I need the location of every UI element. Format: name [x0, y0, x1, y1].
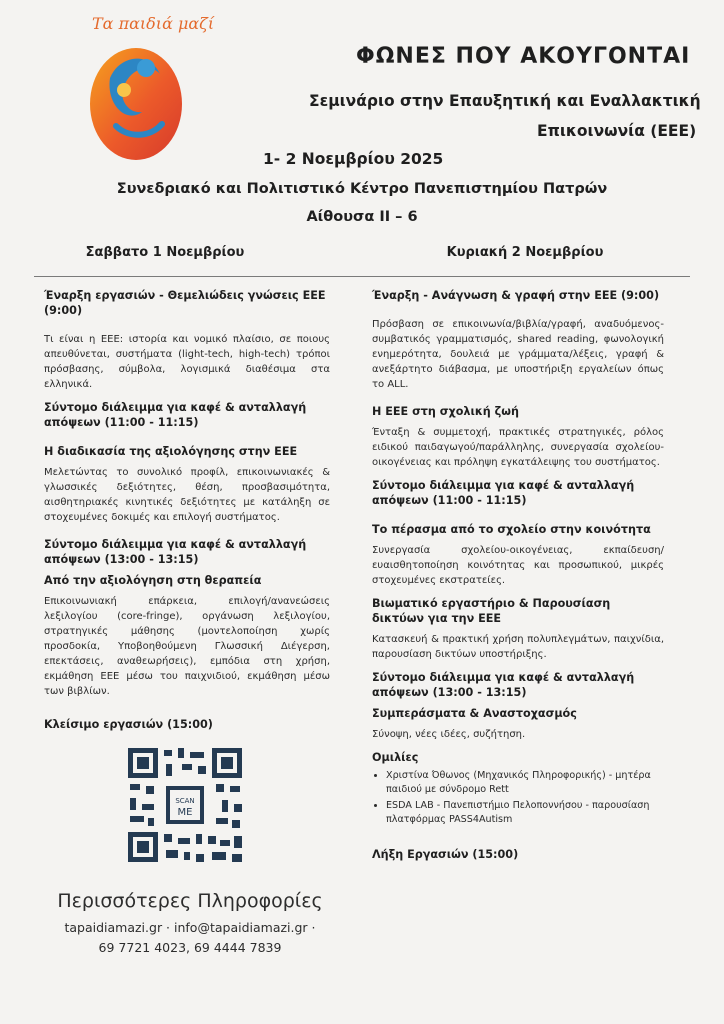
sunday-program — [372, 288, 664, 868]
qr-code[interactable] — [126, 746, 244, 864]
sun-school-text: Ένταξη & συμμετοχή, πρακτικές στρατηγικές, ρόλος ειδικού παιδαγωγού/παράλληλης, συνεργασία σχολείου-οικογένειας και πρόληψη εγκατάλειψης του συστήματος. — [372, 427, 664, 468]
talk-item: • ESDA LAB - Πανεπιστήμιο Πελοποννήσου - παρουσίαση πλατφόρμας PASS4Autism — [386, 799, 664, 827]
sun-talks-title: Ομιλίες — [372, 751, 419, 764]
saturday-heading: Σαββατο 1 Νοεμβρίου — [85, 245, 245, 260]
talk-item: • Χριστίνα Όθωνος (Μηχανικός Πληροφορικής) - μητέρα παιδιού με σύνδρομο Rett — [386, 769, 664, 797]
contact-line-2[interactable]: 69 7721 4023, 69 4444 7839 — [98, 940, 282, 955]
sun-workshop-title: Βιωματικό εργαστήριο & Παρουσίαση δικτύων για την ΕΕΕ — [372, 597, 611, 625]
sun-break-1: Σύντομο διάλειμμα για καφέ & ανταλλαγή απόψεων (11:00 - 11:15) — [372, 479, 635, 507]
sun-community-text: Συνεργασία σχολείου-οικογένειας, εκπαίδευση/ ευαισθητοποίηση κοινότητας και προσωπικού, μικρές στοχευμένες εκστρατείες. — [372, 545, 664, 586]
sat-break-2: Σύντομο διάλειμμα για καφέ & ανταλλαγή απόψεων (13:00 - 13:15) — [44, 538, 307, 566]
contact-line-1[interactable]: tapaidiamazi.gr · info@tapaidiamazi.gr · — [64, 920, 316, 935]
sat-opening-text: Τι είναι η ΕΕΕ: ιστορία και νομικό πλαίσιο, σε ποιους απευθύνεται, συστήματα (light-tech, high-tech) τρόποι πρόσβασης, σύμβολα, λογισμικά διαθέσιμα στα ελληνικά. — [44, 334, 330, 390]
more-info-title: Περισσότερες Πληροφορίες — [57, 890, 323, 912]
sun-conclusions-title: Συμπεράσματα & Αναστοχασμός — [372, 707, 577, 720]
qr-me-label: ME — [177, 807, 193, 818]
sun-break-2: Σύντομο διάλειμμα για καφέ & ανταλλαγή απόψεων (13:00 - 13:15) — [372, 671, 635, 699]
sun-community-title: Το πέρασμα από το σχολείο στην κοινότητα — [372, 523, 651, 536]
sun-conclusions-text: Σύνοψη, νέες ιδέες, συζήτηση. — [372, 729, 526, 740]
sat-therapy-title: Από την αξιολόγηση στη θεραπεία — [44, 574, 262, 587]
logo-caption: Τα παιδιά μαζί — [92, 14, 215, 33]
sat-assessment-text: Μελετώντας το συνολικό προφίλ, επικοινωνιακές & γλωσσικές δεξιότητες, θέση, προσβασιμότητα, αισθητηριακές κινητικές δεξιότητες με κατάληξη σε στοχευμένες δοκιμές και επιλογή συστήματος. — [44, 467, 330, 523]
header-divider — [34, 276, 690, 277]
sat-closing: Κλείσιμο εργασιών (15:00) — [44, 718, 213, 731]
qr-scan-label: SCAN — [175, 797, 195, 805]
logo-image — [80, 34, 192, 162]
event-venue: Συνεδριακό και Πολιτιστικό Κέντρο Πανεπιστημίου Πατρών — [116, 181, 608, 197]
sun-opening-title: Έναρξη - Ανάγνωση & γραφή στην ΕΕΕ (9:00) — [372, 289, 660, 302]
sat-assessment-title: Η διαδικασία της αξιολόγησης στην ΕΕΕ — [44, 445, 298, 458]
event-date: 1- 2 Νοεμβρίου 2025 — [263, 150, 444, 168]
sat-break-1: Σύντομο διάλειμμα για καφέ & ανταλλαγή απόψεων (11:00 - 11:15) — [44, 401, 307, 429]
sunday-heading: Κυριακή 2 Νοεμβρίου — [446, 245, 604, 260]
sat-therapy-text: Επικοινωνιακή επάρκεια, επιλογή/ανανεώσεις λεξιλογίου (core-fringe), οργάνωση λεξιλογίου, στρατηγικές μάθησης (μοντελοποίηση χωρίς προσδοκία, Υποβοηθούμενη Γλωσσική Διέγερση, επεκτάσεις, αναθεωρήσεις), εμπόδια στη χρήση, εκμάθηση ΕΕΕ μέσω του παιχνιδιού, εκμάθηση μέσω των βιβλίων. — [44, 596, 330, 697]
sun-school-title: Η ΕΕΕ στη σχολική ζωή — [372, 405, 519, 418]
seminar-subtitle-line2: Επικοινωνία (ΕΕΕ) — [537, 122, 697, 140]
sun-closing: Λήξη Εργασιών (15:00) — [372, 848, 519, 861]
sun-workshop-text: Κατασκευή & πρακτική χρήση πολυπλεγμάτων, παιχνίδια, παρουσίαση δικτύων υποστήριξης. — [372, 634, 664, 660]
talks-list — [372, 769, 664, 827]
sat-opening-title: Έναρξη εργασιών - Θεμελιώδεις γνώσεις ΕΕΕ (9:00) — [44, 289, 326, 317]
seminar-subtitle-line1: Σεμινάριο στην Επαυξητική και Εναλλακτική — [309, 92, 701, 110]
sun-opening-text: Πρόσβαση σε επικοινωνία/βιβλία/γραφή, αναδυόμενος-συμβατικός γραμματισμός, shared reading, φωνολογική ενημερότητα, δουλειά με γράμματα/λέξεις, γραφή & ανεξάρτητο διάβασμα, με υποστήριξη εργαλείων όπως το ALL. — [372, 319, 664, 390]
event-room: Αίθουσα ΙΙ – 6 — [306, 209, 418, 225]
saturday-program — [44, 288, 330, 738]
event-title: ΦΩΝΕΣ ΠΟΥ ΑΚΟΥΓΟΝΤΑΙ — [356, 44, 691, 69]
